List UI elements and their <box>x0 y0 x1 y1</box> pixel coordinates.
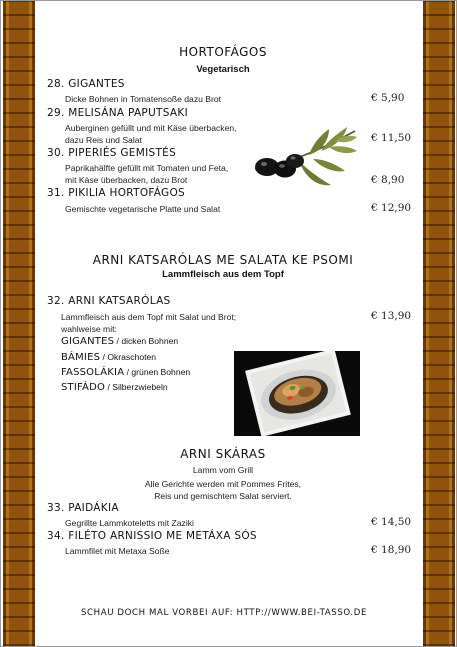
option-name: STIFÁDO <box>61 382 106 393</box>
dish-name: 28. GIGANTES <box>47 78 125 90</box>
dish-price: € 5,90 <box>371 92 405 104</box>
dish-name: 31. PIKILIA HORTOFÁGOS <box>47 187 186 199</box>
dish-description: Gemischte vegetarische Platte und Salat <box>65 204 221 214</box>
option-line <box>61 352 156 363</box>
dish-name: 30. PIPERIÉS GEMISTÉS <box>47 147 177 159</box>
dish-price: € 12,90 <box>371 202 412 214</box>
dish-price: € 18,90 <box>371 544 412 556</box>
dish-description: Lammfleisch aus dem Topf mit Salat und Brot; <box>61 312 237 322</box>
footer-website: SCHAU DOCH MAL VORBEI AUF: HTTP://WWW.BEI-TASSO.DE <box>81 608 367 618</box>
dish-name: 34. FILÉTO ARNISSIO ME METÁXA SÓS <box>47 530 257 542</box>
option-description: / Okraschoten <box>100 352 157 362</box>
dish-price: € 14,50 <box>371 516 412 528</box>
dish-description: mit Käse überbacken, dazu Brot <box>65 175 188 185</box>
dish-description: wahlweise mit: <box>61 324 117 334</box>
option-name: GIGANTES <box>61 336 115 347</box>
dish-name: 32. ARNI KATSARÓLAS <box>47 295 171 307</box>
option-name: BÁMIES <box>61 352 101 363</box>
section-note: Alle Gerichte werden mit Pommes Frites, <box>144 479 302 489</box>
dish-description: Lammfilet mit Metaxa Soße <box>65 546 170 556</box>
section-title-arni-katsarolas: ARNI KATSARÓLAS ME SALATA KE PSOMI <box>92 253 354 267</box>
section-subtitle-lamm-vom-grill: Lamm vom Grill <box>192 465 254 475</box>
dish-price: € 13,90 <box>371 310 412 322</box>
option-description: / grünen Bohnen <box>124 367 191 377</box>
section-title-arni-skaras: ARNI SKÁRAS <box>180 447 266 461</box>
dish-description: Dicke Bohnen in Tomatensoße dazu Brot <box>65 94 222 104</box>
olive-branch-icon <box>251 125 359 191</box>
dish-description: Paprikahälfte gefüllt mit Tomaten und Feta, <box>65 163 229 173</box>
section-title-hortofagos: HORTOFÁGOS <box>179 45 267 59</box>
dish-name: 33. PAIDÁKIA <box>47 502 119 514</box>
option-name: FASSOLÁKIA <box>61 367 125 378</box>
option-description: / dicken Bohnen <box>114 336 179 346</box>
dish-name: 29. MELISÁNA PAPUTSAKI <box>47 107 188 119</box>
dish-price: € 8,90 <box>371 174 405 186</box>
option-line <box>61 382 168 393</box>
section-note: Reis und gemischtem Salat serviert. <box>154 491 292 501</box>
dish-description: Gegrillte Lammkoteletts mit Zaziki <box>65 518 194 528</box>
dish-description: Auberginen gefüllt und mit Käse überbacken, <box>65 123 237 133</box>
option-line <box>61 367 190 378</box>
dish-description: dazu Reis und Salat <box>65 135 142 145</box>
lamb-pot-photo-icon <box>234 351 360 436</box>
section-subtitle-vegetarisch: Vegetarisch <box>196 64 250 75</box>
option-line <box>61 336 178 347</box>
option-description: / Silberzwiebeln <box>105 382 168 392</box>
dish-price: € 11,50 <box>371 132 412 144</box>
section-subtitle-lammfleisch: Lammfleisch aus dem Topf <box>162 269 284 280</box>
menu-content <box>1 1 456 646</box>
